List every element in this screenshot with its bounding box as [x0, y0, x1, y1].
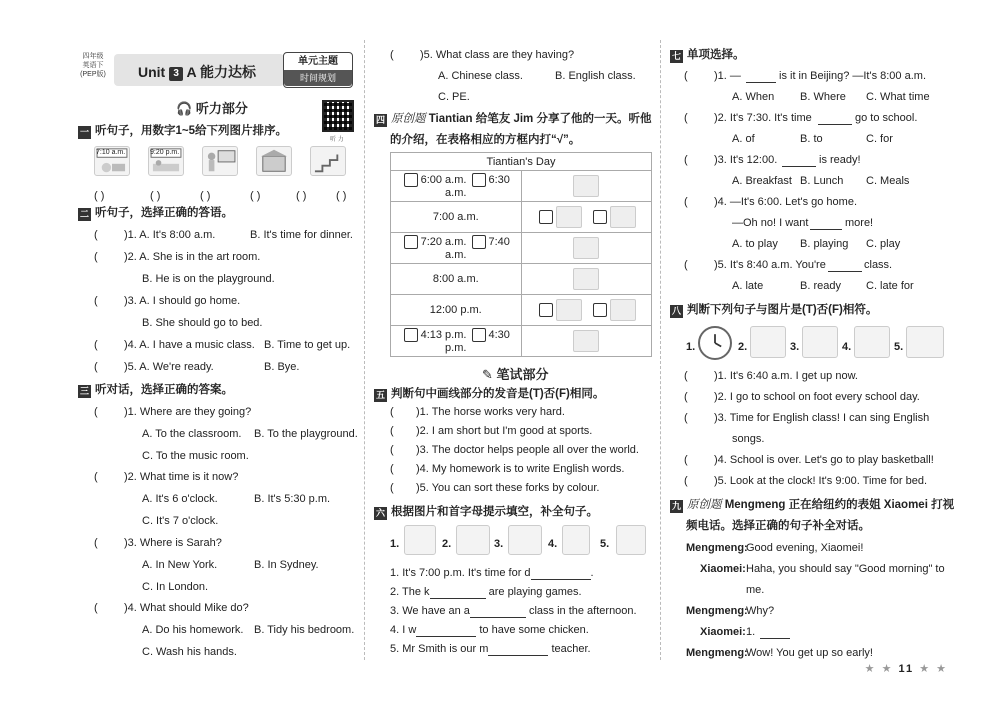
question-line: )3. Where is Sarah? — [124, 537, 222, 549]
answer-bracket[interactable]: ( — [684, 154, 688, 166]
picture-kids-playing — [456, 525, 490, 555]
checkbox[interactable] — [593, 303, 607, 317]
qr-label: 听 力 — [330, 137, 344, 143]
blank-input[interactable] — [782, 154, 816, 167]
unit-theme-box — [283, 52, 353, 88]
dialogue-text: 1. — [746, 626, 756, 638]
picture-stairs — [310, 146, 346, 176]
unit-title — [138, 62, 256, 82]
writing-title-text: 笔试部分 — [496, 367, 549, 382]
speaker-label: Xiaomei: — [700, 563, 746, 575]
dialogue-text: Why? — [746, 605, 775, 617]
question-line: )5. A. We're ready. — [124, 361, 214, 373]
section-3-text: 听对话，选择正确的答案。 — [95, 384, 233, 396]
option-c: C. In London. — [142, 581, 209, 593]
checkbox[interactable] — [404, 328, 418, 342]
section-4-number: 四 — [375, 115, 385, 125]
section-1-text: 听句子，用数字1~5给下列图片排序。 — [95, 125, 288, 137]
option-b: B. It's 5:30 p.m. — [254, 493, 331, 505]
question-line: )1. A. It's 8:00 a.m. — [124, 229, 216, 241]
answer-bracket[interactable]: ( — [94, 339, 98, 351]
picture-chicken — [562, 525, 590, 555]
answer-bracket[interactable]: ( — [684, 370, 688, 382]
option-a: A. Breakfast — [732, 175, 792, 187]
fill-line — [390, 603, 637, 618]
question-line: )2. A. She is in the art room. — [124, 251, 261, 263]
picture-number: 3. — [494, 538, 504, 550]
section-2-title — [78, 206, 233, 221]
question-line: )5. It's 8:40 a.m. You're — [714, 259, 826, 271]
fill-line — [390, 641, 591, 656]
time-label: 7:20 a.m. — [420, 235, 467, 248]
picture-school-icon — [573, 237, 599, 259]
answer-bracket[interactable]: ( — [94, 602, 98, 614]
answer-bracket[interactable]: ( — [94, 229, 98, 241]
picture-lunch-icon — [556, 299, 582, 321]
section-7-title — [670, 48, 745, 63]
checkbox[interactable] — [472, 235, 486, 249]
checkbox[interactable] — [593, 210, 607, 224]
original-question-tag: 原创题 — [391, 113, 426, 125]
blank-input[interactable] — [416, 622, 476, 637]
blank-input[interactable] — [818, 112, 852, 125]
question-line: )3. It's 12:00. — [714, 154, 778, 166]
picture-desk-icon — [610, 299, 636, 321]
question-line: )1. Where are they going? — [124, 406, 252, 418]
fill-prefix: 4. I w — [390, 624, 417, 636]
option-a: A. to play — [732, 238, 778, 250]
table-cell — [391, 326, 522, 357]
qr-code-icon[interactable] — [322, 100, 354, 132]
answer-bracket[interactable]: ( — [94, 251, 98, 263]
section-2-text: 听句子，选择正确的答语。 — [95, 207, 233, 219]
option-b: B. to — [800, 133, 823, 145]
section-3-title — [78, 383, 233, 398]
picture-number: 4. — [842, 341, 852, 353]
question-line: )1. The horse works very hard. — [416, 406, 565, 418]
dialogue-text: Good evening, Xiaomei! — [746, 542, 864, 554]
option-c: C. late for — [866, 280, 914, 292]
answer-bracket[interactable]: ( — [684, 259, 688, 271]
subject-text: 英语下 — [82, 62, 104, 69]
option-c: C. play — [866, 238, 901, 250]
question-line: )5. What class are they having? — [420, 49, 575, 61]
option-b: B. In Sydney. — [254, 559, 319, 571]
option-b: B. playing — [800, 238, 849, 250]
option-c: C. for — [866, 133, 893, 145]
section-1-number: 一 — [79, 127, 89, 137]
option-b: B. Lunch — [800, 175, 844, 187]
answer-bracket[interactable]: ( ) — [200, 190, 211, 202]
option-b: B. He is on the playground. — [142, 273, 275, 285]
table-cell — [521, 264, 651, 295]
fill-suffix: class in the afternoon. — [528, 605, 637, 617]
original-question-tag: 原创题 — [687, 499, 722, 511]
section-1-title — [78, 124, 287, 139]
option-b: B. To the playground. — [254, 428, 358, 440]
time-label: 6:00 a.m. — [420, 173, 467, 186]
option-a: A. late — [732, 280, 764, 292]
option-b: B. Time to get up. — [264, 339, 351, 351]
answer-bracket[interactable]: ( — [684, 70, 688, 82]
answer-bracket[interactable]: ( — [390, 406, 394, 418]
option-a: A. In New York. — [142, 559, 218, 571]
picture-dinner-icon — [610, 206, 636, 228]
fill-line — [390, 565, 594, 580]
question-line: songs. — [732, 433, 765, 445]
picture-number: 1. — [686, 341, 696, 353]
time-label: 4:13 p.m. — [420, 328, 467, 341]
picture-walking-to-school — [750, 326, 786, 358]
speaker-label: Mengmeng: — [686, 542, 748, 554]
time-label: 12:00 p.m. — [429, 304, 482, 316]
picture-number: 3. — [790, 341, 800, 353]
page-number-text: 11 — [898, 663, 915, 675]
speaker-label: Mengmeng: — [686, 647, 748, 659]
pencil-icon: ✎ — [482, 367, 493, 382]
answer-bracket[interactable]: ( — [94, 295, 98, 307]
option-c: C. PE. — [438, 91, 470, 103]
picture-home-icon — [573, 330, 599, 352]
option-b: B. Tidy his bedroom. — [254, 624, 355, 636]
checkbox[interactable] — [539, 210, 553, 224]
table-cell — [521, 171, 651, 202]
section-9-text-line2: 频电话。选择正确的句子补全对话。 — [686, 520, 870, 532]
blank-input[interactable] — [430, 584, 486, 599]
section-6-title — [374, 505, 598, 520]
answer-bracket[interactable]: ( — [94, 537, 98, 549]
dialogue-text: Haha, you should say "Good morning" to — [746, 563, 945, 575]
section-9-number: 九 — [671, 501, 681, 511]
option-b: B. Bye. — [264, 361, 300, 373]
table-cell — [391, 233, 522, 264]
fill-line — [390, 584, 582, 599]
picture-number: 1. — [390, 538, 400, 550]
question-line: class. — [864, 259, 893, 271]
option-b: B. English class. — [555, 70, 636, 82]
picture-breakfast-icon — [556, 206, 582, 228]
unit-number: 3 — [169, 67, 183, 81]
checkbox[interactable] — [472, 173, 486, 187]
answer-bracket[interactable]: ( — [684, 454, 688, 466]
section-8-text: 判断下列句子与图片是(T)否(F)相符。 — [687, 304, 878, 316]
section-5-text: 判断句中画线部分的发音是(T)否(F)相同。 — [391, 388, 605, 400]
section-6-number: 六 — [375, 508, 385, 518]
picture-dinner-table — [404, 525, 436, 555]
option-c: C. To the music room. — [142, 450, 249, 462]
question-line: more! — [845, 217, 874, 229]
checkbox[interactable] — [404, 173, 418, 187]
section-7-text: 单项选择。 — [687, 49, 745, 61]
question-line: )5. Look at the clock! It's 9:00. Time for bed. — [714, 475, 928, 487]
blank-input[interactable] — [760, 626, 790, 639]
edition-text: (PEP版) — [80, 71, 106, 78]
section-8-title — [670, 303, 877, 318]
dialogue-text: Wow! You get up so early! — [746, 647, 873, 659]
fill-prefix: 1. It's 7:00 p.m. It's time for d — [390, 567, 531, 579]
clock-icon — [698, 326, 732, 360]
column-divider-left — [364, 40, 365, 660]
checkbox[interactable] — [539, 303, 553, 317]
table-cell — [391, 202, 522, 233]
checkbox[interactable] — [404, 235, 418, 249]
question-line: )4. What should Mike do? — [124, 602, 249, 614]
question-line: )5. You can sort these forks by colour. — [416, 482, 600, 494]
option-b: B. It's time for dinner. — [250, 229, 353, 241]
question-line: )2. What time is it now? — [124, 471, 239, 483]
picture-basketball — [854, 326, 890, 358]
dialogue-text: me. — [746, 584, 765, 596]
fill-line — [390, 622, 589, 637]
option-c: C. It's 7 o'clock. — [142, 515, 219, 527]
fill-prefix: 5. Mr Smith is our m — [390, 643, 489, 655]
speaker-label: Xiaomei: — [700, 626, 746, 638]
unit-subtitle: A 能力达标 — [186, 64, 256, 80]
headphone-icon: 🎧 — [176, 101, 193, 116]
section-3-number: 三 — [79, 386, 89, 396]
option-a: A. of — [732, 133, 755, 145]
answer-bracket[interactable]: ( — [684, 475, 688, 487]
picture-number: 4. — [548, 538, 558, 550]
fill-prefix: 3. We have an a — [390, 605, 470, 617]
fill-suffix: . — [590, 567, 594, 579]
question-line: go to school. — [855, 112, 918, 124]
option-b: B. Where — [800, 91, 846, 103]
question-line: —Oh no! I want — [732, 217, 809, 229]
section-9-text: Mengmeng 正在给纽约的表姐 Xiaomei 打视 — [724, 499, 955, 511]
time-label: 4:30 p.m. — [445, 328, 510, 354]
column-divider-right — [660, 40, 661, 660]
unit-header — [76, 48, 356, 92]
question-line: )2. I am short but I'm good at sports. — [416, 425, 593, 437]
theme-subtitle: 时间规划 — [284, 70, 352, 86]
picture-bed-icon — [573, 175, 599, 197]
question-line: )4. A. I have a music class. — [124, 339, 255, 351]
answer-bracket[interactable]: ( ) — [94, 190, 105, 202]
option-a: A. When — [732, 91, 775, 103]
answer-bracket[interactable]: ( — [390, 463, 394, 475]
page-number — [865, 662, 948, 675]
picture-building — [256, 146, 292, 176]
fill-suffix: teacher. — [551, 643, 591, 655]
blank-input[interactable] — [470, 603, 526, 618]
picture-music-teacher — [616, 525, 646, 555]
question-line: )1. It's 6:40 a.m. I get up now. — [714, 370, 858, 382]
option-a: A. Do his homework. — [142, 624, 244, 636]
section-5-title — [374, 387, 604, 402]
table-cell — [391, 264, 522, 295]
fill-prefix: 2. The k — [390, 586, 430, 598]
question-line: )3. The doctor helps people all over the world. — [416, 444, 639, 456]
time-label: 6:30 a.m. — [445, 173, 510, 199]
option-b: B. She should go to bed. — [142, 317, 263, 329]
section-9-title — [670, 498, 954, 513]
picture-number: 2. — [738, 341, 748, 353]
answer-bracket[interactable]: ( — [94, 406, 98, 418]
table-cell — [521, 233, 651, 264]
writing-part-title — [482, 364, 549, 383]
grade-text: 四年级 — [82, 53, 104, 60]
section-4-text: Tiantian 给笔友 Jim 分享了他的一天。听他 — [428, 113, 652, 125]
section-2-number: 二 — [79, 209, 89, 219]
question-line: )1. — — [714, 70, 741, 82]
answer-bracket[interactable]: ( — [390, 444, 394, 456]
question-line: )3. A. I should go home. — [124, 295, 241, 307]
table-cell — [521, 326, 651, 357]
section-7-number: 七 — [671, 51, 681, 61]
answer-bracket[interactable]: ( — [684, 112, 688, 124]
checkbox[interactable] — [472, 328, 486, 342]
option-b: B. ready — [800, 280, 841, 292]
picture-singing-class — [802, 326, 838, 358]
answer-bracket[interactable]: ( — [684, 412, 688, 424]
table-cell — [521, 202, 651, 233]
star-icon: ★ ★ — [919, 663, 948, 675]
picture-art-class — [508, 525, 542, 555]
answer-bracket[interactable]: ( — [94, 471, 98, 483]
question-line: )2. It's 7:30. It's time — [714, 112, 812, 124]
picture-number: 5. — [600, 538, 610, 550]
fill-suffix: are playing games. — [488, 586, 582, 598]
option-c: C. Meals — [866, 175, 910, 187]
time-label: 7:40 a.m. — [445, 235, 510, 261]
picture-number: 5. — [894, 341, 904, 353]
grade-label — [76, 52, 110, 79]
answer-bracket[interactable]: ( ) — [150, 190, 161, 202]
question-line: )3. Time for English class! I can sing English — [714, 412, 930, 424]
table-title: Tiantian's Day — [391, 153, 652, 171]
question-line: is it in Beijing? —It's 8:00 a.m. — [779, 70, 926, 82]
section-4-title — [374, 112, 651, 127]
blank-input[interactable] — [828, 259, 862, 272]
question-line: )4. My homework is to write English words. — [416, 463, 625, 475]
listening-part-title — [176, 98, 248, 117]
section-8-number: 八 — [671, 306, 681, 316]
fill-suffix: to have some chicken. — [479, 624, 589, 636]
answer-bracket[interactable]: ( ) — [296, 190, 307, 202]
section-6-text: 根据图片和首字母提示填空，补全句子。 — [391, 506, 598, 518]
table-cell — [521, 295, 651, 326]
speaker-label: Mengmeng: — [686, 605, 748, 617]
table-cell — [391, 171, 522, 202]
answer-bracket[interactable]: ( ) — [250, 190, 261, 202]
unit-label: Unit — [138, 64, 166, 80]
time-label: 7:00 a.m. — [432, 211, 479, 223]
picture-class-icon — [573, 268, 599, 290]
answer-bracket[interactable]: ( — [94, 361, 98, 373]
listening-title-text: 听力部分 — [195, 101, 248, 116]
star-icon: ★ ★ — [864, 663, 894, 675]
tiantian-day-table — [390, 152, 652, 357]
option-a: A. Chinese class. — [438, 70, 523, 82]
blank-input[interactable] — [531, 565, 591, 580]
blank-input[interactable] — [746, 70, 776, 83]
option-a: A. To the classroom. — [142, 428, 242, 440]
answer-bracket[interactable]: ( — [390, 482, 394, 494]
option-a: A. It's 6 o'clock. — [142, 493, 218, 505]
question-line: )4. —It's 6:00. Let's go home. — [714, 196, 857, 208]
table-cell — [391, 295, 522, 326]
section-5-number: 五 — [375, 390, 385, 400]
section-4-text-line2: 的介绍，在表格相应的方框内打“√”。 — [390, 134, 581, 146]
question-line: is ready! — [819, 154, 861, 166]
answer-bracket[interactable]: ( — [390, 425, 394, 437]
picture-label-1: 7:10 a.m. — [96, 149, 126, 156]
question-line: )2. I go to school on foot every school day. — [714, 391, 920, 403]
blank-input[interactable] — [810, 217, 842, 230]
picture-bedtime — [906, 326, 944, 358]
option-c: C. What time — [866, 91, 930, 103]
picture-classroom — [202, 146, 238, 176]
answer-bracket[interactable]: ( — [684, 391, 688, 403]
answer-bracket[interactable]: ( — [684, 196, 688, 208]
answer-bracket[interactable]: ( ) — [336, 190, 347, 202]
theme-title: 单元主题 — [298, 56, 338, 67]
time-label: 8:00 a.m. — [432, 273, 479, 285]
picture-number: 2. — [442, 538, 452, 550]
picture-label-2: 9:20 p.m. — [150, 149, 180, 156]
question-line: )4. School is over. Let's go to play basketball! — [714, 454, 934, 466]
option-c: C. Wash his hands. — [142, 646, 237, 658]
answer-bracket[interactable]: ( — [390, 49, 394, 61]
blank-input[interactable] — [488, 641, 548, 656]
